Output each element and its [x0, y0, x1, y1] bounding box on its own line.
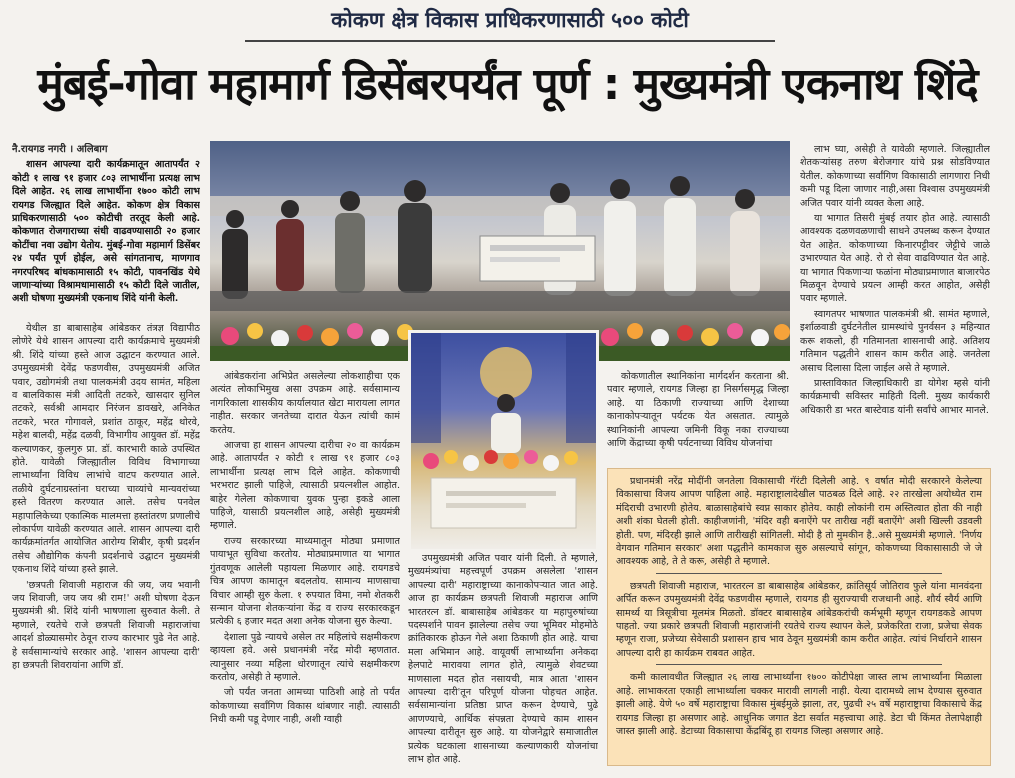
box-divider [656, 573, 942, 574]
highlight-box [607, 468, 991, 766]
box-divider [656, 664, 942, 665]
article-column-4 [607, 370, 789, 465]
body-paragraph: उपमुख्यमंत्री अजित पवार यांनी दिली. ते म्हणाले, मुख्यमंत्र्यांचा महत्त्वपूर्ण उपक्रम असलेला 'शासन आपल्या दारी' महाराष्ट्राच्या कानाकोपऱ्यात जात आहे. आज हा कार्यक्रम छत्रपती शिवाजी महाराज आणि भारतरत्न डॉ. बाबासाहेब आंबेडकर या महापुरुषांच्या पदस्पर्शाने पावन झालेल्या तसेच ज्या भूमिवर मोहमोठे क्रांतिकारक होऊन गेले अशा ठिकाणी होत आहे. याचा मला अभिमान आहे. वायूवर्षी लाभार्थ्यांना अनेकदा हेलपाटे मारावया लागत होते, त्यामुळे शेवटच्या माणसाला मदत होत नसायची, मात्र आता 'शासन आपल्या दारी'तून परिपूर्ण योजना पोहचत आहेत. सर्वसामान्यांना प्रतिष्ठा प्राप्त करून देण्याचे, पुढे आणण्याचे, आर्थिक संपन्नता देण्याचे काम शासन आपल्या दारीतून सुरु आहे. या योजनेद्वारे समाजातील प्रत्येक घटकाला शासनाच्या कल्याणकारी योजनांचा लाभ होत आहे. [408, 553, 598, 766]
box-paragraph: प्रधानमंत्री नरेंद्र मोदींनी जनतेला विकासाची गॅरंटी दिलेली आहे. ९ वर्षात मोदी सरकारने केलेल्या विकासाचा विजय आपण पाहिला आहे. महाराष्ट्रालादेखील पाठबळ दिले आहे. २२ तारखेला अयोध्येत राम मंदिराची उभारणी होतेय. बाळासाहेबांचे स्वप्न साकार होतेय. काही लोकांनी राम अस्तित्वात होता की नाही अशी शंका घेतली होती. काहीजणांनी, 'मंदिर वही बनाऐंगे पर तारीख नहीं बताऐंगे' अशी खिल्ली उडवली होती. पण, मंदिरही झाले आणि तारीखही सांगितली. मोदी है तो मुमकीन है..असे मुख्यमंत्री म्हणाले. 'निर्णय वेगवान गतिमान सरकार' अशा पद्धतीने कामकाज सुरु असल्याचे सांगून, कोकणच्या विकासासाठी जे जे आवश्यक आहे, ते ते करू, असेही ते म्हणाले. [616, 476, 982, 568]
body-paragraph: जो पर्यंत जनता आमच्या पाठिशी आहे तो पर्यंत कोकणाच्या सर्वांगिण विकास थांबणार नाही. त्यासाठी निधी कमी पडू देणार नाही, अशी ग्वाही [210, 687, 400, 726]
dateline: नै.रायगड नगरी । अलिबाग [12, 144, 108, 155]
body-paragraph: राज्य सरकारच्या माध्यमातून मोठ्या प्रमाणात पायाभूत सुविधा करतोय. मोठ्याप्रमाणात या भागात गुंतवणूक आलेली पहायला मिळणार आहे. रायगडचे चित्र आपण कामातून बदलतोय. सामान्य माणसाचा विचार आम्ही सुरु केला. १ रुपयात विमा, नमो शेतकरी सन्मान योजना शेतकऱ्यांना केंद्र व राज्य सरकारकडून प्रत्येकी ६ हजार मदत अशा अनेक योजना सुरु केल्या. [210, 535, 400, 628]
body-paragraph: आंबेडकरांना अभिप्रेत असलेल्या लोकशाहीचा एक अत्यंत लोकाभिमुख असा उपक्रम आहे. सर्वसामान्य नागरिकाला शासकीय कार्यालयात खेटा मारायला लागत नाहीत. सरकार जनतेच्या दारात येऊन त्यांची कामं करतेय. [210, 371, 400, 436]
article-column-2 [210, 370, 400, 773]
stage-people-illustration [210, 141, 790, 361]
body-paragraph: येथील डा बाबासाहेब आंबेडकर तंत्रज्ञ विद्यापीठ लोणेरे येथे शासन आपल्या दारी कार्यक्रमाचे मुख्यमंत्री श्री. शिंदे यांच्या हस्ते आज उद्घाटन करण्यात आले. उपमुख्यमंत्री देवेंद्र फडणवीस, उपमुख्यमंत्री अजित पवार, उद्योगमंत्री तथा पालकमंत्री उदय सामंत, महिला व बालविकास मंत्री आदिती तटकरे, खासदार सुनिल तटकरे, सर्वश्री आमदार निरंजन डावखरे, अनिकेत तटकरे, भरत गोगावले, प्रशांत ठाकूर, महेंद्र थोरवे, महेश बालदी, महेंद्र दळवी, विभागीय आयुक्त डॉ. महेंद्र कल्याणकर, कुलगुरु प्रा. डॉ. कारभारी काळे उपस्थित होते. यावेळी जिल्ह्यातील विविध विभागाच्या लाभार्थ्यांना विविध लाभांचे वाटप करण्यात आले. तळीये दुर्घटनाग्रस्तांना घराच्या चाव्यांचे मान्यवरांच्या हस्ते वितरण करण्यात आले. तसेच पनवेल महापालिकेच्या एकात्मिक मालमत्ता हस्तांतरण प्रणालीचे लोकार्पण यावेळी करण्यात आले. शासन आपल्या दारी कार्यक्रमांतर्गत आयोजित आरोग्य शिबीर, कृषी प्रदर्शन तसेच औद्योगिक कंपनी प्रदर्शनाचे उद्घाटन मुख्यमंत्री एकनाथ शिंदे यांच्या हस्ते झाले. [12, 322, 200, 576]
main-headline: मुंबई-गोवा महामार्ग डिसेंबरपर्यंत पूर्ण : मुख्यमंत्री एकनाथ शिंदे [37, 59, 978, 110]
body-paragraph: आजचा हा शासन आपल्या दारीचा २० वा कार्यक्रम आहे. आतापर्यंत २ कोटी १ लाख ९१ हजार ८०३ लाभार्थीना प्रत्यक्ष लाभ दिले आहेत. कोकणाची भरभराट झाली पाहिजे, त्यासाठी प्रयत्नशील आहोत. बाहेर गेलेला कोकणाचा युवक पुन्हा इकडे आला पाहिजे, यासाठी प्रयत्नशील आहे, असेही मुख्यमंत्री म्हणाले. [210, 440, 400, 532]
article-column-3 [408, 552, 598, 773]
body-paragraph: प्रास्ताविकात जिल्हाधिकारी डा योगेश म्हसे यांनी कार्यक्रमाची सविस्तर माहिती दिली. मुख्य कार्यकारी अधिकारी डा भरत बास्टेवाड यांनी सर्वांचे आभार मानले. [800, 377, 990, 416]
inset-speech-photo [408, 330, 599, 552]
article-column-1 [12, 143, 200, 773]
kicker-headline: कोकण क्षेत्र विकास प्राधिकरणासाठी ५०० कोटी [331, 8, 689, 32]
lead-paragraph: शासन आपल्या दारी कार्यक्रमातून आतापर्यंत २ कोटी १ लाख ९१ हजार ८०३ लाभार्थीना प्रत्यक्ष लाभ दिले आहेत. २६ लाख लाभार्थीना १७०० कोटी लाभ रायगड जिल्ह्यात दिले आहेत. कोकण क्षेत्र विकास प्राधिकरणासाठी ५०० कोटीची तरतूद केली आहे. कोकणात रोजगाराच्या संधी वाढवण्यासाठी २० हजार कोटींचा नवा उद्योग येतोय. मुंबई-गोवा महामार्ग डिसेंबर २४ पर्यंत पूर्ण होईल, असे सांगतानाच, माणगाव नगरपरिषद बांधकामासाठी १५ कोटी, पावनखिंड येथे जाणाऱ्यांच्या विश्रामधामासाठी १५ कोटी दिले जातील, अशी घोषणा मुख्यमंत्री एकनाथ शिंदे यांनी केली. [12, 159, 200, 305]
body-paragraph: स्वागतपर भाषणात पालकमंत्री श्री. सामंत म्हणाले, इर्शाळवाडी दुर्घटनेतील ग्रामस्थांचे पुनर्वसन ३ महिन्यात करू शकलो, ही गतिमानता शासनाची आहे. अतिशय गतिमान पद्धतीने शासन काम करीत आहे. जनतेला असाच दिलासा दिला जाईल असे ते म्हणाले. [800, 308, 990, 374]
body-paragraph: लाभ घ्या, असेही ते यावेळी म्हणाले. जिल्ह्यातील शेतकऱ्यांसह तरुण बेरोजगार यांचे प्रश्न सोडविण्यात येतील. कोकणाच्या सर्वांगिण विकासाठी लागणारा निधी कमी पडू दिला जाणार नाही,असा विश्वास उपमुख्यमंत्री अजित पवार यांनी व्यक्त केला आहे. [800, 144, 990, 209]
box-paragraph: कमी कालावधीत जिल्ह्यात २६ लाख लाभार्थ्यांना १७०० कोटीपेक्षा जास्त लाभ लाभार्थ्यांना मिळाला आहे. लाभाकरता एकाही लाभार्थ्याला चक्कर मारावी लागली नाही. येत्या दारामध्ये लाभ देण्यास सुरुवात झाली आहे. येणे ५० वर्षे महाराष्ट्राचा विकास मुंबईमुळे झाला, तर, पुढची २५ वर्षे महाराष्ट्राचा विकासाचे केंद्र रायगड जिल्हा हा असणार आहे. आधुनिक जगात डेटा सर्वात महत्त्वाचा आहे. डेटा ची किंमत तेलापेक्षाही जास्त झाली आहे. डेटाच्या विकासाचा केंद्रबिंदू हा रायगड जिल्हा असणार आहे. [616, 672, 982, 737]
article-column-5 [800, 143, 990, 463]
body-paragraph: या भागात तिसरी मुंबई तयार होत आहे. त्यासाठी आवश्यक दळणवळणाची साधने उपलब्ध करून देण्यात येत आहेत. कोकणाच्या किनारपट्टीवर जेट्टीचे जाळे उभारण्यात येत आहे. रो रो सेवा वाढविण्यात येत आहे. या भागात पिकणाऱ्या फळांना मोठ्याप्रमाणात बाजारपेठ मिळवून देण्याचे प्रयत्न आम्ही करत आहोत, असेही पवार म्हणाले. [800, 213, 990, 305]
body-paragraph: देशाला पुढे न्यायचे असेल तर महिलांचे सक्षमीकरण व्हायला हवे. असे प्रधानमंत्री नरेंद्र मोदी म्हणतात. त्यानुसार नव्या महिला धोरणातून त्यांचे सक्षमीकरण करतोय, असेही ते म्हणाले. [210, 631, 400, 683]
body-paragraph: कोकणातील स्थानिकांना मार्गदर्शन करताना श्री. पवार म्हणाले, रायगड जिल्हा हा निसर्गसमृद्ध जिल्हा आहे. या ठिकाणी राज्याच्या आणि देशाच्या कानाकोपऱ्यातून पर्यटक येत असतात. त्यामुळे स्थानिकांनी आपल्या जमिनी विकू नका राज्याच्या आणि केंद्राच्या कृषी पर्यटनाच्या विविध योजनांचा [607, 371, 789, 450]
main-event-photo [210, 141, 790, 361]
body-paragraph: 'छत्रपती शिवाजी महाराज की जय, जय भवानी जय शिवाजी, जय जय श्री राम!' अशी घोषणा देऊन मुख्यमंत्री श्री. शिंदे यांनी भाषणाला सुरुवात केली. ते म्हणाले, रयतेचे राजे छत्रपती शिवाजी महाराजांचा आदर्श डोळ्यासमोर ठेवून राज्य कारभार पुढे नेत आहे. हे सर्वसामान्यांचे सरकार आहे. 'शासन आपल्या दारी' हा छत्रपती शिवरायांना आणि डॉ. [12, 579, 200, 672]
kicker-divider [245, 40, 775, 42]
box-paragraph: छत्रपती शिवाजी महाराज, भारतरत्न डा बाबासाहेब आंबेडकर, क्रांतिसूर्य जोतिराव फुले यांना मानवंदना अर्पित करून उपमुख्यमंत्री देवेंद्र फडणवीस म्हणाले, रायगड ही सुराज्याची राजधानी आहे. शौर्य स्वैर्य आणि सामर्थ्य या त्रिसूत्रीचा मूलमंत्र मिळतो. डॉक्टर बाबासाहेब आंबेडकरांची कर्मभूमी म्हणून रायगडकडे आपण पाहतो. ज्या प्रकारे छत्रपती शिवाजी महाराजांनी रयतेचे राज्य स्थापन केले, प्रजेकरिता राजा, प्रजेचा सेवक म्हणून राजा, प्रजेच्या सेवेसाठी प्रशासन हाच भाव ठेवून मुख्यमंत्री काम करीत आहेत. त्यांचं निर्धाराने शासन आपल्या दारी हा कार्यक्रम राबवत आहेत. [616, 580, 982, 659]
speaker-podium-illustration [411, 333, 596, 549]
